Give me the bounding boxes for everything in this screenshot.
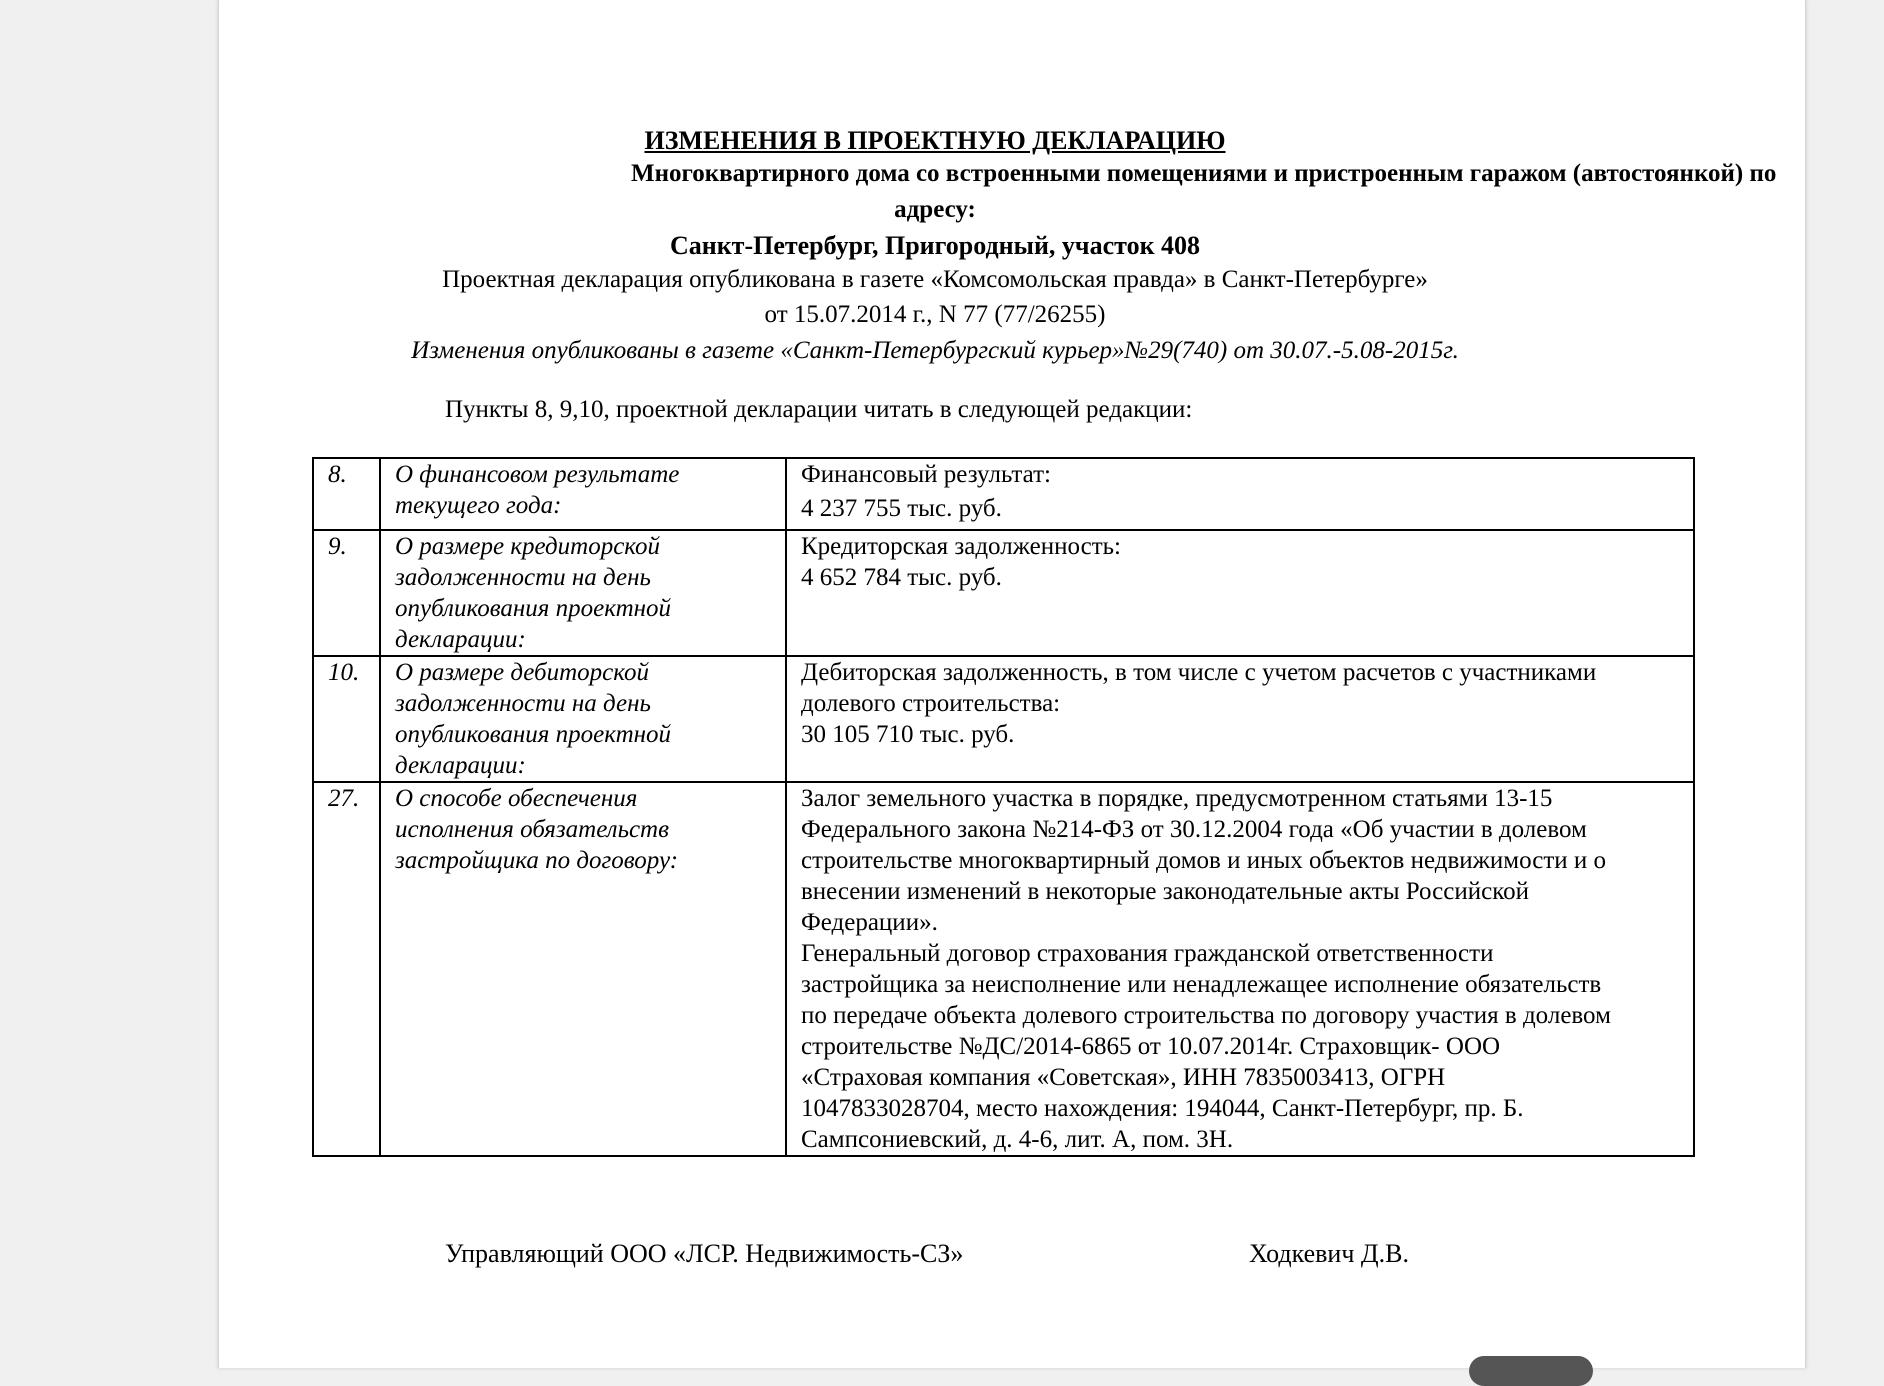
table-row bbox=[313, 458, 1694, 530]
item-number: 8. bbox=[313, 458, 380, 530]
item-answer-line: 1047833028704, место нахождения: 194044, Санкт-Петербург, пр. Б. bbox=[801, 1095, 1524, 1122]
page-toolbar-pill[interactable] bbox=[1469, 1356, 1593, 1386]
item-question bbox=[380, 530, 786, 656]
declaration-table bbox=[312, 457, 1695, 1157]
item-question bbox=[380, 656, 786, 782]
item-answer-line: Дебиторская задолженность, в том числе с учетом расчетов с участниками bbox=[801, 659, 1597, 686]
item-question bbox=[380, 782, 786, 1156]
item-answer-line: Генеральный договор страхования гражданской ответственности bbox=[801, 940, 1494, 967]
item-question-line: исполнения обязательств bbox=[395, 816, 669, 843]
publication-info-line1: Проектная декларация опубликована в газете «Комсомольская правда» в Санкт-Петербурге» bbox=[442, 266, 1428, 293]
item-question-line: О финансовом результате bbox=[395, 461, 680, 488]
document-title: ИЗМЕНЕНИЯ В ПРОЕКТНУЮ ДЕКЛАРАЦИЮ bbox=[644, 126, 1226, 155]
item-answer-line: Финансовый результат: bbox=[801, 461, 1051, 488]
table-row bbox=[313, 530, 1694, 656]
document-subtitle-line2: адресу: bbox=[894, 196, 976, 223]
item-answer-line: Федерации». bbox=[801, 909, 938, 936]
item-answer-line: Залог земельного участка в порядке, предусмотренном статьями 13-15 bbox=[801, 785, 1553, 812]
item-answer-line: Кредиторская задолженность: bbox=[801, 533, 1121, 560]
item-answer-line: Федерального закона №214-ФЗ от 30.12.2004 года «Об участии в долевом bbox=[801, 816, 1587, 843]
item-question-line: опубликования проектной bbox=[395, 595, 672, 622]
item-answer-line: застройщика за неисполнение или ненадлежащее исполнение обязательств bbox=[801, 971, 1602, 998]
item-question-line: О способе обеспечения bbox=[395, 785, 638, 812]
item-answer-line: 4 652 784 тыс. руб. bbox=[801, 564, 1002, 591]
item-answer-line: Сампсониевский, д. 4-6, лит. А, пом. 3Н. bbox=[801, 1126, 1234, 1153]
item-answer-line: «Страховая компания «Советская», ИНН 7835003413, ОГРН bbox=[801, 1064, 1446, 1091]
signatory-position: Управляющий ООО «ЛСР. Недвижимость-СЗ» bbox=[445, 1239, 964, 1268]
item-question-line: О размере дебиторской bbox=[395, 659, 650, 686]
item-question bbox=[380, 458, 786, 530]
item-answer-line: 4 237 755 тыс. руб. bbox=[801, 495, 1002, 522]
publication-info-line2: от 15.07.2014 г., N 77 (77/26255) bbox=[764, 301, 1106, 328]
item-question-line: О размере кредиторской bbox=[395, 533, 661, 560]
item-question-line: текущего года: bbox=[395, 492, 562, 519]
item-question-line: опубликования проектной bbox=[395, 721, 672, 748]
document-page bbox=[218, 0, 1806, 1368]
object-address: Санкт-Петербург, Пригородный, участок 408 bbox=[669, 231, 1201, 260]
item-question-line: задолженности на день bbox=[395, 564, 651, 591]
item-number: 9. bbox=[313, 530, 380, 656]
signatory-name: Ходкевич Д.В. bbox=[1249, 1239, 1409, 1268]
table-row bbox=[313, 656, 1694, 782]
intro-paragraph: Пункты 8, 9,10, проектной декларации читать в следующей редакции: bbox=[445, 396, 1193, 423]
item-question-line: застройщика по договору: bbox=[395, 847, 679, 874]
item-question-line: задолженности на день bbox=[395, 690, 651, 717]
item-answer bbox=[786, 530, 1694, 656]
item-number: 10. bbox=[313, 656, 380, 782]
item-answer-line: 30 105 710 тыс. руб. bbox=[801, 721, 1015, 748]
item-question-line: декларации: bbox=[395, 752, 526, 779]
item-answer-line: строительстве многоквартирный домов и иных объектов недвижимости и о bbox=[801, 847, 1607, 874]
item-answer-line: строительстве №ДС/2014-6865 от 10.07.2014г. Страховщик- ООО bbox=[801, 1033, 1501, 1060]
item-answer-line: внесении изменений в некоторые законодательные акты Российской bbox=[801, 878, 1529, 905]
item-answer bbox=[786, 656, 1694, 782]
document-subtitle-line1: Многоквартирного дома со встроенными помещениями и пристроенным гаражом (автостоянкой) по bbox=[631, 160, 1777, 187]
item-answer bbox=[786, 782, 1694, 1156]
changes-publication-info: Изменения опубликованы в газете «Санкт-Петербургский курьер»№29(740) от 30.07.-5.08-2015г. bbox=[411, 337, 1459, 364]
item-answer-line: по передаче объекта долевого строительства по договору участия в долевом bbox=[801, 1002, 1611, 1029]
item-question-line: декларации: bbox=[395, 626, 526, 653]
item-number: 27. bbox=[313, 782, 380, 1156]
table-row bbox=[313, 782, 1694, 1156]
item-answer bbox=[786, 458, 1694, 530]
item-answer-line: долевого строительства: bbox=[801, 690, 1061, 717]
